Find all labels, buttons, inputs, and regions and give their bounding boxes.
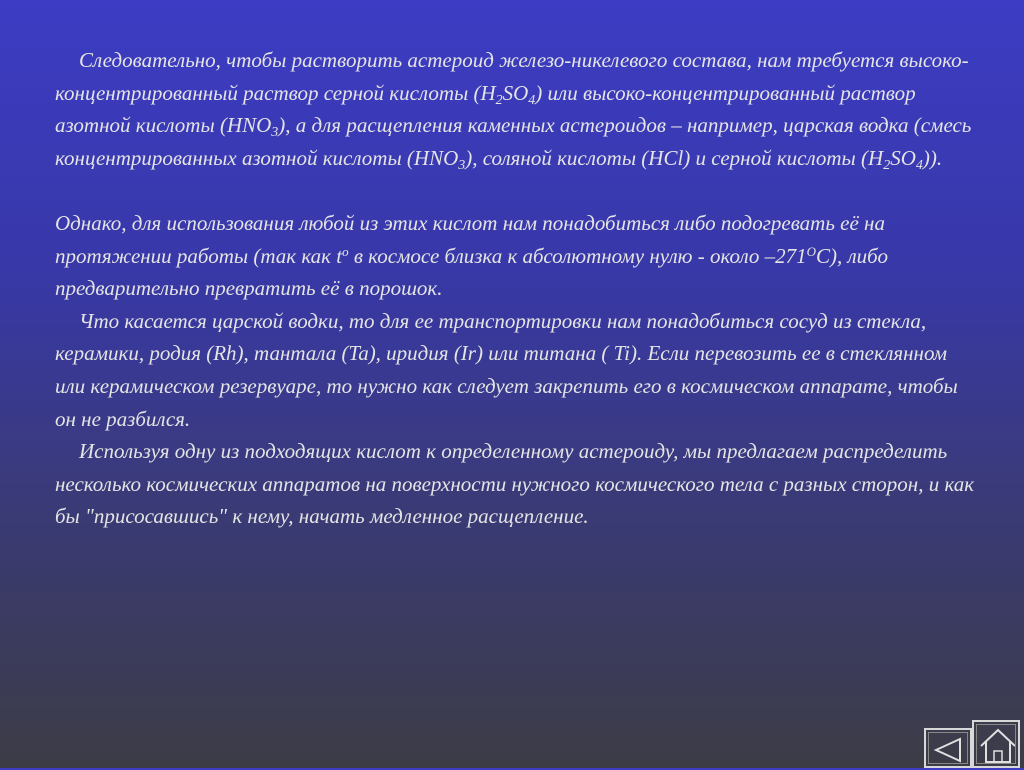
subscript: 4 <box>528 92 536 108</box>
triangle-left-icon <box>926 730 974 770</box>
text-run: SO <box>502 80 529 105</box>
text-run: C), либо предварительно превратить её в порошок. <box>55 243 888 301</box>
text-run: SO <box>890 145 916 170</box>
back-button[interactable] <box>924 728 972 768</box>
paragraph-4: Используя одну из подходящих кислот к определенному астероиду, мы предлагаем распределить несколько космических аппаратов на поверхности нужного космического тела с разных сторон, и как бы "присосавшись" к нему, начать медленное расщепление. <box>55 439 975 529</box>
paragraph-2 <box>55 207 975 305</box>
text-run: )). <box>922 145 943 170</box>
text-run: в космосе близка к абсолютному нулю - около –271 <box>348 243 807 268</box>
paragraph-1 <box>55 44 975 174</box>
paragraph-spacer <box>55 174 975 207</box>
text-run: ), а для расщепления каменных астероидов – например, царская водка (смесь концентрированных азотной кислоты (HNO <box>55 113 972 170</box>
superscript: O <box>806 243 817 259</box>
superscript: o <box>342 243 349 259</box>
slide-body <box>55 44 975 533</box>
text-run: ), соляной кислоты (HCl) и серной кислоты (H <box>465 145 884 170</box>
text-run: Однако, для использования любой из этих кислот нам понадобиться либо подогревать её на протяжении работы (так как t <box>55 210 885 268</box>
paragraph-3: Что касается царской водки, то для ее транспортировки нам понадобиться сосуд из стекла, керамики, родия (Rh), тантала (Ta), иридия (Ir) или титана ( Ti). Если перевозить ее в стеклянном или керамическом резервуаре, то нужно как следует закрепить его в космическом аппарате, чтобы он не разбился. <box>55 308 958 431</box>
house-icon <box>974 722 1022 770</box>
subscript: 3 <box>458 157 466 173</box>
subscript: 2 <box>883 157 891 173</box>
subscript: 4 <box>915 157 923 173</box>
text-run: Следовательно, чтобы растворить астероид железо-никелевого состава, нам требуется высоко-концентрированный раствор серной кислоты (H <box>55 48 969 105</box>
home-button[interactable] <box>972 720 1020 768</box>
subscript: 3 <box>271 125 279 141</box>
subscript: 2 <box>495 92 503 108</box>
text-run: ) или высоко-концентрированный раствор азотной кислоты (HNO <box>55 80 916 138</box>
